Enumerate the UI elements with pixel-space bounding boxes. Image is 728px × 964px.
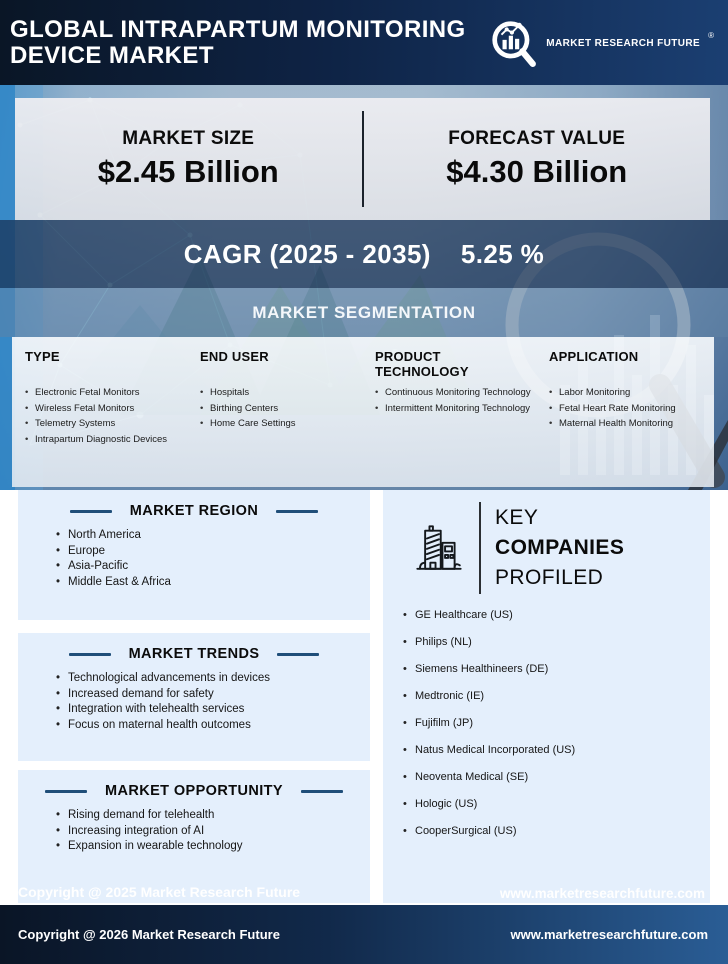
list-item: • Telemetry Systems xyxy=(25,417,196,430)
list-item: • Hospitals xyxy=(200,386,371,399)
market-trends-panel xyxy=(18,633,370,761)
title-dash-right xyxy=(276,510,318,513)
forecast-value-label: FORECAST VALUE xyxy=(448,128,626,149)
watermark-copyright: Copyright @ 2025 Market Research Future xyxy=(18,884,301,900)
segmentation-heading: END USER xyxy=(200,349,269,364)
market-trends-title: MARKET TRENDS xyxy=(128,646,260,662)
page-title-line2: DEVICE MARKET xyxy=(10,41,214,69)
registered-mark: ® xyxy=(708,30,714,40)
segmentation-list xyxy=(200,386,371,430)
list-item: • Philips (NL) xyxy=(403,635,704,649)
segmentation-list xyxy=(375,386,545,415)
list-item: • Integration with telehealth services xyxy=(56,702,360,718)
list-item: • Expansion in wearable technology xyxy=(56,839,360,855)
list-item: • Fujifilm (JP) xyxy=(403,716,704,730)
cagr-label: CAGR (2025 - 2035) xyxy=(183,238,431,269)
list-item: • Wireless Fetal Monitors xyxy=(25,402,196,415)
header xyxy=(0,0,728,85)
heading-line: PROFILED xyxy=(495,566,604,589)
list-item: • Siemens Healthineers (DE) xyxy=(403,662,704,676)
market-region-list xyxy=(18,528,370,590)
list-item: • Continuous Monitoring Technology xyxy=(375,386,545,399)
brand-name: MARKET RESEARCH FUTURE xyxy=(546,37,701,49)
list-item: • Hologic (US) xyxy=(403,797,704,811)
segmentation-column-end-user xyxy=(200,349,375,487)
footer-website-link[interactable]: www.marketresearchfuture.com xyxy=(510,927,708,942)
heading-line: KEY xyxy=(495,506,539,529)
list-item: • Europe xyxy=(56,544,360,560)
title-dash-left xyxy=(69,653,111,656)
segmentation-list xyxy=(25,386,196,446)
panel-title-row xyxy=(18,490,370,519)
key-companies-header xyxy=(383,490,710,594)
list-item: • North America xyxy=(56,528,360,544)
list-item: • Technological advancements in devices xyxy=(56,671,360,687)
key-companies-heading xyxy=(495,503,624,593)
companies-list xyxy=(383,608,710,838)
panel-title-row xyxy=(18,770,370,799)
hero-section xyxy=(0,85,728,490)
market-size-value: $2.45 Billion xyxy=(97,154,279,189)
page-title xyxy=(10,17,466,69)
segmentation-panel xyxy=(12,337,714,487)
list-item: • Birthing Centers xyxy=(200,402,371,415)
list-item: • CooperSurgical (US) xyxy=(403,824,704,838)
panel-title-row xyxy=(18,633,370,662)
segmentation-column-product-technology xyxy=(375,349,549,487)
cagr-value: 5.25 % xyxy=(460,238,545,269)
title-dash-right xyxy=(301,790,343,793)
list-item: • Electronic Fetal Monitors xyxy=(25,386,196,399)
header-divider xyxy=(479,502,481,594)
list-item: • Natus Medical Incorporated (US) xyxy=(403,743,704,757)
list-item: • Increasing integration of AI xyxy=(56,824,360,840)
list-item: • Home Care Settings xyxy=(200,417,371,430)
list-item: • Intermittent Monitoring Technology xyxy=(375,402,545,415)
list-item: • Medtronic (IE) xyxy=(403,689,704,703)
heading-line: COMPANIES xyxy=(495,536,625,559)
list-item: • Focus on maternal health outcomes xyxy=(56,718,360,734)
stats-panel xyxy=(15,98,710,220)
list-item: • Increased demand for safety xyxy=(56,687,360,703)
footer xyxy=(0,905,728,964)
forecast-value-value: $4.30 Billion xyxy=(446,154,628,189)
market-size-stat xyxy=(15,128,362,190)
segmentation-column-type xyxy=(25,349,200,487)
footer-copyright: Copyright @ 2026 Market Research Future xyxy=(18,927,280,942)
list-item: • Intrapartum Diagnostic Devices xyxy=(25,433,196,446)
list-item: • Asia-Pacific xyxy=(56,559,360,575)
watermark-website: www.marketresearchfuture.com xyxy=(499,886,705,901)
list-item: • Rising demand for telehealth xyxy=(56,808,360,824)
list-item: • Maternal Health Monitoring xyxy=(549,417,710,430)
market-region-panel xyxy=(18,490,370,620)
segmentation-heading: TYPE xyxy=(25,349,60,364)
list-item: • Middle East & Africa xyxy=(56,575,360,591)
list-item: • GE Healthcare (US) xyxy=(403,608,704,622)
segmentation-column-application xyxy=(549,349,714,487)
market-opportunity-list xyxy=(18,808,370,855)
page-title-line1: GLOBAL INTRAPARTUM MONITORING xyxy=(10,15,466,43)
segmentation-heading: APPLICATION xyxy=(549,349,639,364)
title-dash-left xyxy=(70,510,112,513)
market-size-label: MARKET SIZE xyxy=(122,128,255,149)
market-trends-list xyxy=(18,671,370,733)
segmentation-list xyxy=(549,386,710,430)
key-companies-panel xyxy=(383,490,710,903)
mrf-magnifier-chart-icon xyxy=(490,19,538,67)
building-icon xyxy=(413,519,465,577)
segmentation-heading: PRODUCT TECHNOLOGY xyxy=(375,349,469,379)
market-opportunity-title: MARKET OPPORTUNITY xyxy=(105,783,283,799)
market-region-title: MARKET REGION xyxy=(129,503,259,519)
segmentation-title-band xyxy=(0,288,728,337)
list-item: • Labor Monitoring xyxy=(549,386,710,399)
list-item: • Fetal Heart Rate Monitoring xyxy=(549,402,710,415)
list-item: • Neoventa Medical (SE) xyxy=(403,770,704,784)
forecast-value-stat xyxy=(364,128,711,190)
title-dash-left xyxy=(45,790,87,793)
segmentation-title: MARKET SEGMENTATION xyxy=(252,302,476,322)
title-dash-right xyxy=(277,653,319,656)
brand-logo xyxy=(490,19,714,67)
cagr-band xyxy=(0,220,728,288)
